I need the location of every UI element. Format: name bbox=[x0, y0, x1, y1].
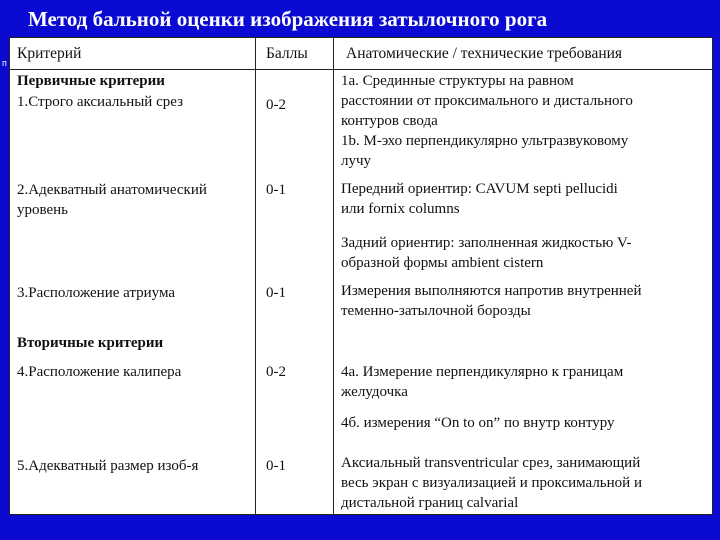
row2-requirements bbox=[341, 179, 618, 219]
row1-criterion: 1.Строго аксиальный срез bbox=[17, 94, 184, 110]
row1-requirements bbox=[341, 71, 633, 171]
secondary-criteria-heading: Вторичные критерии bbox=[17, 335, 164, 351]
slide-title: Метод бальной оценки изображения затылочного рога bbox=[28, 7, 548, 31]
row4-requirements-b: 4б. измерения “On to on” по внутр контуру bbox=[341, 415, 615, 431]
row2-req2-line: образной формы ambient cistern bbox=[341, 255, 544, 271]
header-requirements: Анатомические / технические требования bbox=[346, 45, 623, 62]
row3-score: 0-1 bbox=[266, 285, 286, 301]
row2-criterion-line: 2.Адекватный анатомический bbox=[17, 182, 207, 198]
side-marker: п bbox=[2, 58, 7, 68]
row4-score: 0-2 bbox=[266, 364, 286, 380]
row5-req-line: весь экран с визуализацией и проксимальной и bbox=[341, 475, 642, 491]
column-divider-2 bbox=[333, 38, 334, 514]
row2-req2-line: Задний ориентир: заполненная жидкостью V- bbox=[341, 235, 632, 251]
header-criterion: Критерий bbox=[17, 45, 82, 62]
row3-criterion: 3.Расположение атриума bbox=[17, 285, 176, 301]
row1-score: 0-2 bbox=[266, 97, 286, 113]
criteria-table bbox=[9, 37, 713, 515]
row1-req-line: 1b. М-эхо перпендикулярно ультразвуковому bbox=[341, 133, 629, 149]
row5-score: 0-1 bbox=[266, 458, 286, 474]
row4-req-line: желудочка bbox=[341, 384, 408, 400]
row2-criterion-line: уровень bbox=[17, 202, 69, 218]
row4-requirements bbox=[341, 362, 623, 402]
primary-criteria-heading: Первичные критерии bbox=[17, 73, 165, 89]
row3-requirements bbox=[341, 281, 642, 321]
row2-req-line: или fornix columns bbox=[341, 201, 460, 217]
row1-req-line: лучу bbox=[341, 153, 372, 169]
row1-req-line: расстоянии от проксимального и дистального bbox=[341, 93, 633, 109]
row2-req-line: Передний ориентир: CAVUM septi pellucidi bbox=[341, 181, 618, 197]
column-divider-1 bbox=[255, 38, 256, 514]
row5-requirements bbox=[341, 453, 642, 513]
row1-req-line: 1а. Срединные структуры на равном bbox=[341, 73, 574, 89]
row2-score: 0-1 bbox=[266, 182, 286, 198]
row3-req-line: теменно-затылочной борозды bbox=[341, 303, 531, 319]
row5-req-line: Аксиальный transventricular срез, занимающий bbox=[341, 455, 641, 471]
row2-requirements-posterior bbox=[341, 233, 631, 273]
row4-req-line: 4а. Измерение перпендикулярно к границам bbox=[341, 364, 624, 380]
row5-criterion: 5.Адекватный размер изоб-я bbox=[17, 458, 199, 474]
row3-req-line: Измерения выполняются напротив внутренней bbox=[341, 283, 642, 299]
row1-req-line: контуров свода bbox=[341, 113, 438, 129]
header-score: Баллы bbox=[266, 45, 308, 62]
row4-criterion: 4.Расположение калипера bbox=[17, 364, 182, 380]
row5-req-line: дистальной границ calvarial bbox=[341, 495, 519, 511]
row2-criterion bbox=[17, 180, 207, 220]
